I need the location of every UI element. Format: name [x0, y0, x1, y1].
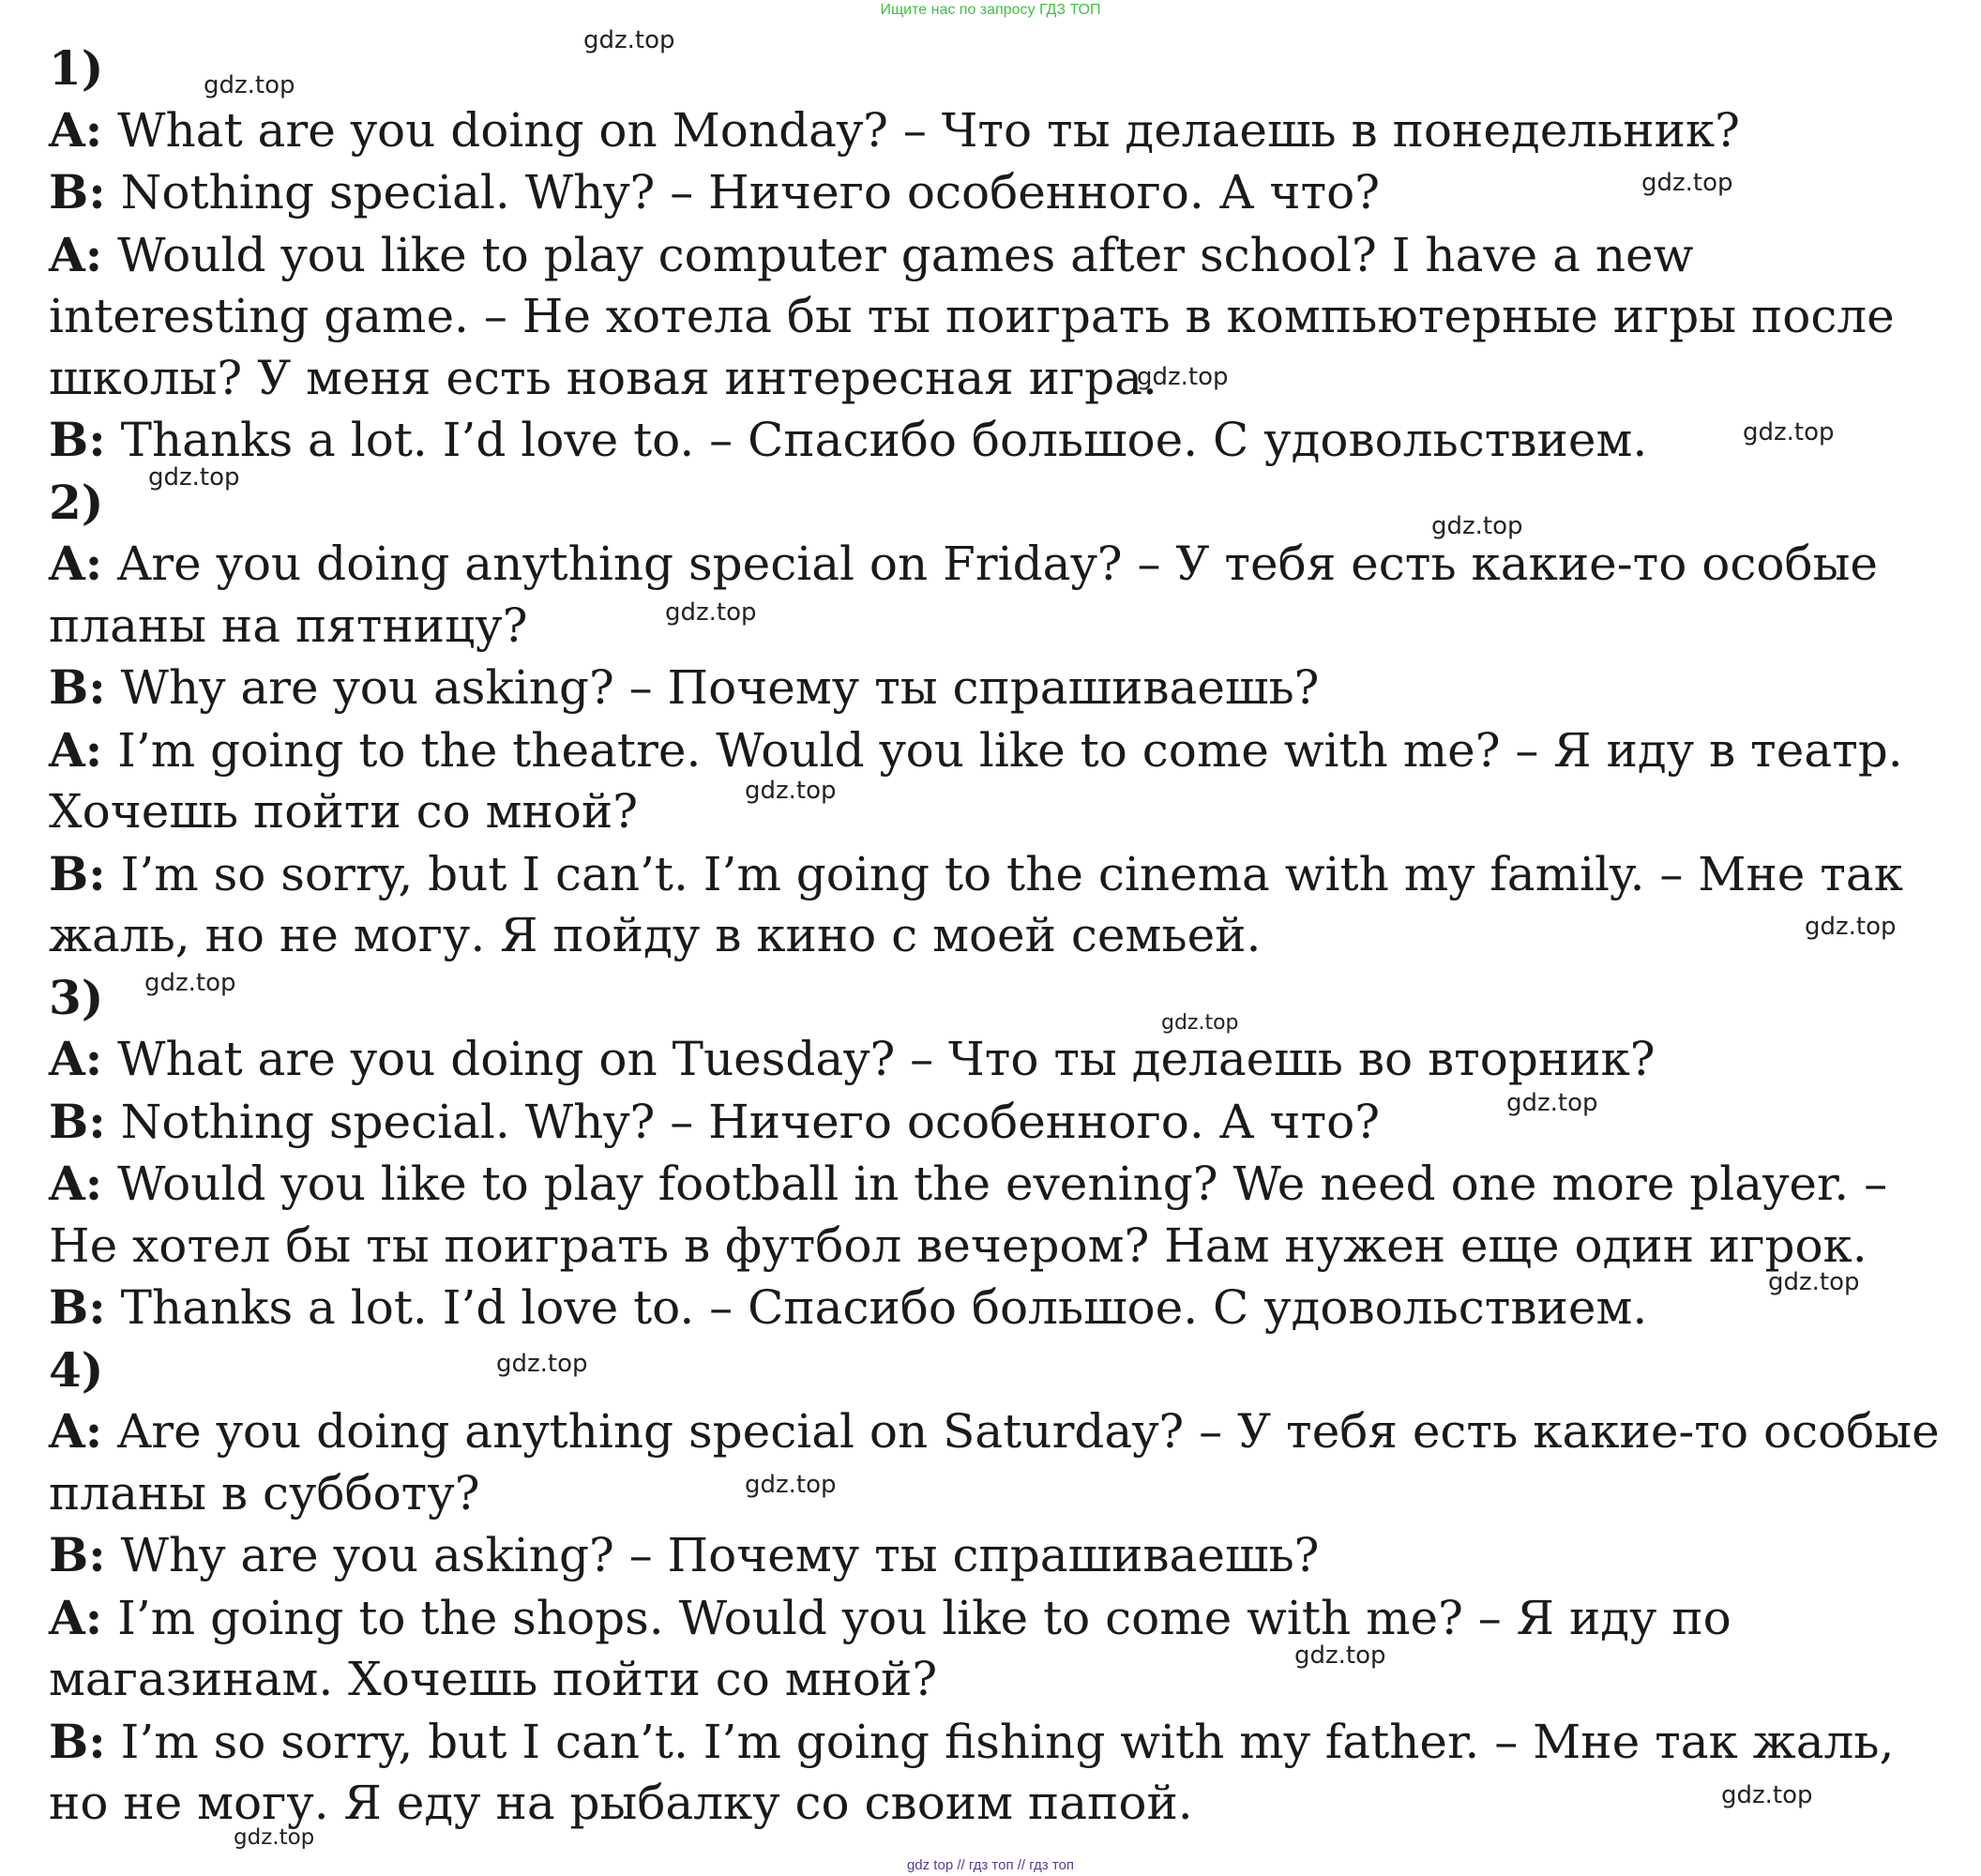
watermark: gdz.top: [1506, 1089, 1598, 1117]
dialog-line: [49, 1277, 1943, 1339]
watermark: gdz.top: [204, 71, 295, 99]
line-text: Would you like to play computer games after school? I have a new interesting game. – Не хотела бы ты поиграть в компьютерные игры после школы? У меня есть новая интересная игра.: [49, 227, 1895, 405]
dialog-line: [49, 719, 1943, 843]
line-text: What are you doing on Monday? – Что ты делаешь в понедельник?: [102, 102, 1740, 158]
dialog-number: 1): [49, 40, 104, 96]
line-text: I’m so sorry, but I can’t. I’m going fishing with my father. – Мне так жаль, но не могу. Я еду на рыбалку со своим папой.: [49, 1714, 1895, 1830]
dialog-line: [49, 1587, 1943, 1711]
dialog-line: [49, 1711, 1943, 1835]
line-text: What are you doing on Tuesday? – Что ты делаешь во вторник?: [102, 1032, 1656, 1086]
line-text: I’m going to the theatre. Would you like to come with me? – Я иду в театр. Хочешь пойти со мной?: [49, 722, 1903, 839]
dialog-number: 3): [49, 969, 104, 1025]
top-banner: Ищите нас по запросу ГДЗ ТОП: [880, 2, 1101, 18]
watermark: gdz.top: [1768, 1268, 1860, 1296]
speaker-label: A:: [49, 536, 103, 591]
dialog-3: [49, 967, 1943, 1339]
speaker-label: A:: [49, 226, 103, 282]
watermark: gdz.top: [148, 463, 240, 492]
dialog-number: 4): [49, 1341, 104, 1398]
speaker-label: A:: [49, 721, 103, 778]
line-text: Why are you asking? – Почему ты спрашиваешь?: [105, 660, 1320, 715]
watermark: gdz.top: [234, 1825, 315, 1850]
watermark: gdz.top: [745, 1471, 837, 1499]
speaker-label: A:: [49, 1403, 103, 1459]
dialog-line: [49, 1524, 1943, 1587]
speaker-label: A:: [49, 101, 103, 158]
watermark: gdz.top: [1805, 913, 1897, 941]
line-text: I’m going to the shops. Would you like to come with me? – Я иду по магазинам. Хочешь пойти со мной?: [49, 1590, 1731, 1706]
watermark: gdz.top: [1137, 363, 1229, 391]
speaker-label: B:: [49, 659, 106, 715]
line-text: Are you doing anything special on Saturday? – У тебя есть какие-то особые планы в субботу?: [49, 1404, 1940, 1520]
dialog-number: 2): [49, 474, 104, 530]
line-text: Thanks a lot. I’d love to. – Спасибо большое. С удовольствием.: [105, 413, 1648, 467]
speaker-label: B:: [49, 1527, 106, 1582]
dialog-line: [49, 409, 1943, 472]
line-text: Would you like to play football in the evening? We need one more player. – Не хотел бы ты поиграть в футбол вечером? Нам нужен еще один игрок.: [49, 1157, 1888, 1273]
dialog-2: [49, 472, 1943, 967]
line-text: Are you doing anything special on Friday? – У тебя есть какие-то особые планы на пятницу?: [49, 537, 1878, 653]
speaker-label: A:: [49, 1031, 103, 1086]
watermark: gdz.top: [1641, 169, 1733, 197]
watermark: gdz.top: [1721, 1781, 1813, 1809]
dialog-line: [49, 1400, 1943, 1524]
watermark: gdz.top: [583, 26, 675, 54]
dialog-1: [49, 38, 1943, 472]
watermark: gdz.top: [496, 1350, 588, 1378]
dialog-line: [49, 533, 1943, 657]
dialog-line: [49, 224, 1943, 410]
watermark: gdz.top: [144, 969, 236, 997]
watermark: gdz.top: [745, 777, 837, 805]
dialog-line: [49, 657, 1943, 719]
speaker-label: B:: [49, 1279, 106, 1335]
line-text: Thanks a lot. I’d love to. – Спасибо большое. С удовольствием.: [105, 1280, 1648, 1335]
speaker-label: B:: [49, 164, 106, 219]
dialog-content: [49, 38, 1943, 1835]
footer-links[interactable]: gdz top // гдз топ // гдз топ: [906, 1857, 1075, 1873]
dialog-line: [49, 1028, 1943, 1091]
watermark: gdz.top: [665, 598, 757, 627]
speaker-label: A:: [49, 1156, 103, 1211]
line-text: I’m so sorry, but I can’t. I’m going to the cinema with my family. – Мне так жаль, но не могу. Я пойду в кино с моей семьей.: [49, 846, 1903, 962]
watermark: gdz.top: [1161, 1011, 1239, 1035]
speaker-label: A:: [49, 1589, 103, 1645]
speaker-label: B:: [49, 412, 106, 467]
dialog-line: [49, 1091, 1943, 1154]
dialog-line: [49, 99, 1943, 162]
dialog-line: [49, 843, 1943, 967]
dialog-line: [49, 1153, 1943, 1277]
dialog-4: [49, 1339, 1943, 1835]
watermark: gdz.top: [1743, 418, 1835, 446]
speaker-label: B:: [49, 845, 106, 901]
line-text: Nothing special. Why? – Ничего особенного. А что?: [105, 165, 1381, 219]
speaker-label: B:: [49, 1093, 106, 1149]
watermark: gdz.top: [1431, 512, 1523, 540]
speaker-label: B:: [49, 1713, 106, 1769]
line-text: Why are you asking? – Почему ты спрашиваешь?: [105, 1528, 1320, 1582]
line-text: Nothing special. Why? – Ничего особенного. А что?: [105, 1094, 1381, 1149]
watermark: gdz.top: [1294, 1642, 1386, 1670]
